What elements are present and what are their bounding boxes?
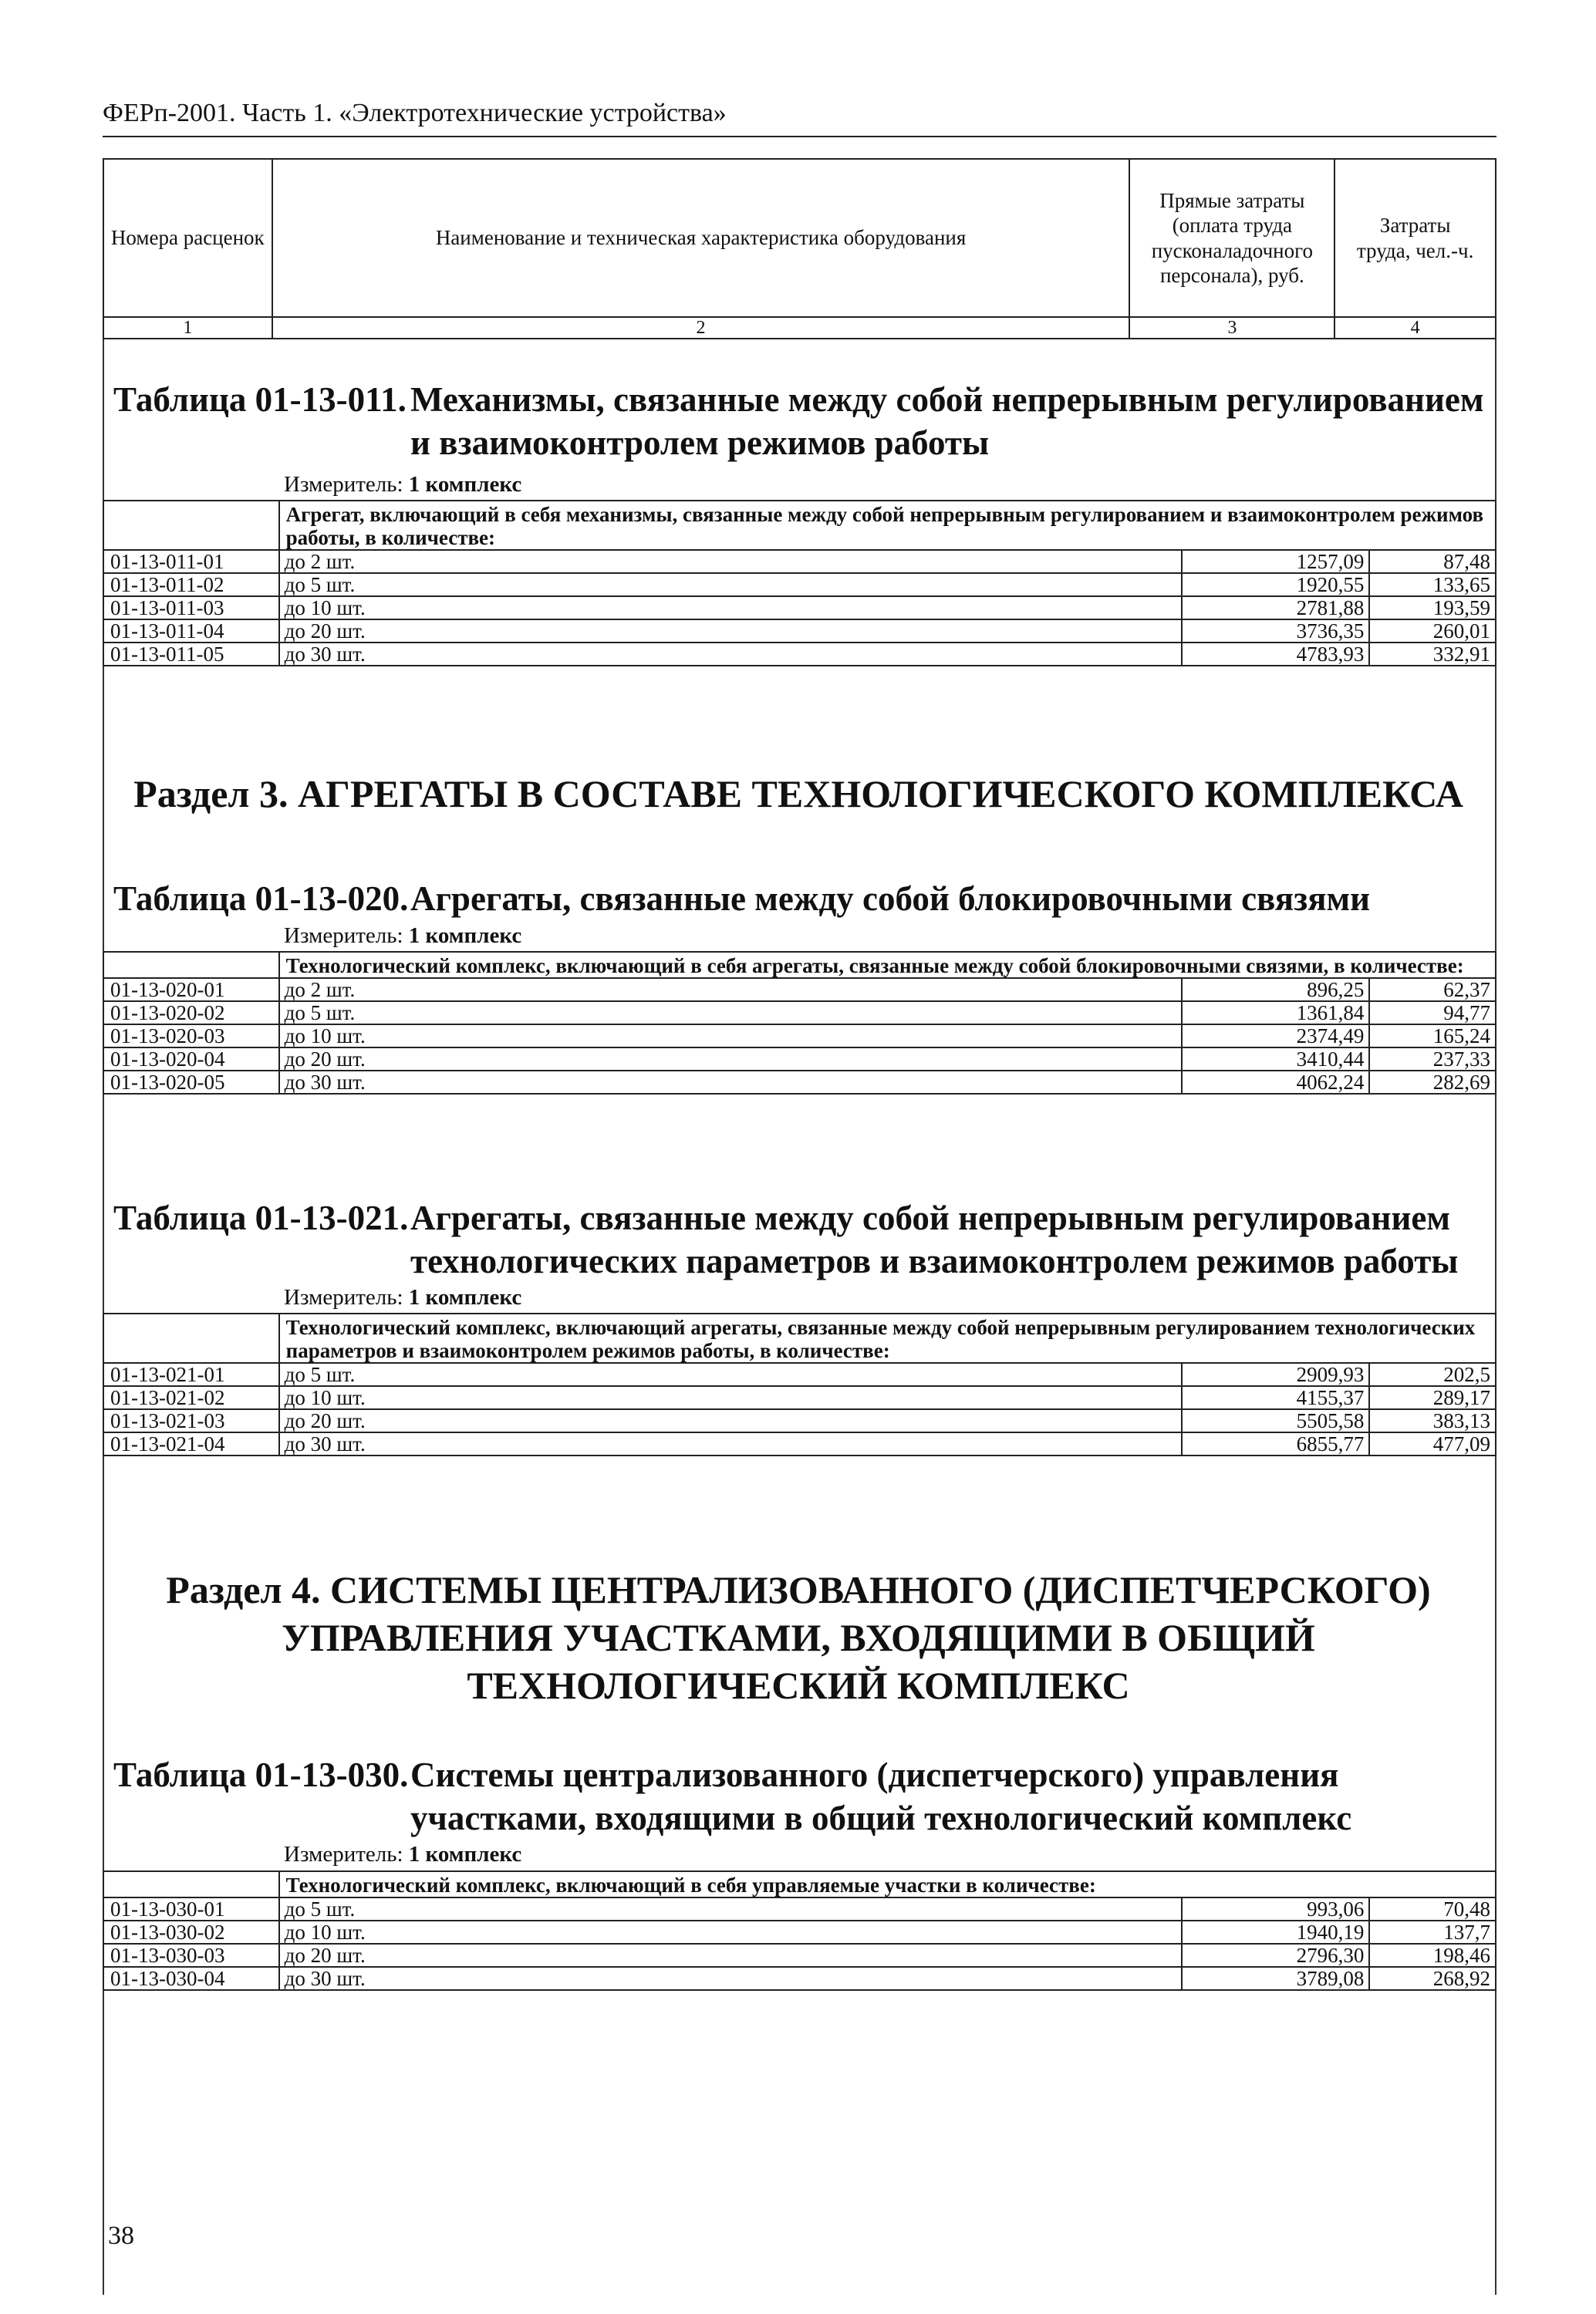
row-name: до 20 шт. [279,1047,1182,1071]
measure-value: 1 комплекс [408,923,522,948]
section-4-title: Раздел 4. СИСТЕМЫ ЦЕНТРАЛИЗОВАННОГО (ДИСПЕТЧЕРСКОГО) УПРАВЛЕНИЯ УЧАСТКАМИ, ВХОДЯЩИМИ В ОБЩИЙ ТЕХНОЛОГИЧЕСКИЙ КОМПЛЕКС [166,1568,1431,1707]
row-code: 01-13-021-02 [103,1386,279,1409]
row-labor: 87,48 [1369,550,1496,573]
row-cost: 4062,24 [1182,1071,1369,1094]
row-code: 01-13-011-05 [103,643,279,666]
table-row [103,1363,1496,1386]
row-labor: 332,91 [1369,643,1496,666]
row-name: до 2 шт. [279,978,1182,1001]
row-code: 01-13-020-05 [103,1071,279,1094]
row-cost: 3789,08 [1182,1967,1369,1990]
table-030-caption: Системы централизованного (диспетчерского) управления участками, входящими в общий технологический комплекс [410,1756,1352,1837]
table-030-group: Технологический комплекс, включающий в себя управляемые участки в количестве: [279,1871,1496,1897]
table-row [103,596,1496,619]
table-021-number: Таблица 01-13-021. [113,1199,409,1237]
row-labor: 289,17 [1369,1386,1496,1409]
row-cost: 1361,84 [1182,1001,1369,1024]
group-code-cell [103,1871,279,1897]
group-code-cell [103,501,279,550]
row-code: 01-13-030-01 [103,1897,279,1921]
table-row [103,1001,1496,1024]
row-name: до 5 шт. [279,1001,1182,1024]
row-labor: 133,65 [1369,573,1496,596]
table-030 [103,1870,1496,1991]
row-code: 01-13-030-04 [103,1967,279,1990]
header-col-name: Наименование и техническая характеристика оборудования [272,159,1130,317]
row-labor: 383,13 [1369,1409,1496,1432]
table-011-title [113,378,1494,471]
row-code: 01-13-020-04 [103,1047,279,1071]
row-code: 01-13-030-03 [103,1944,279,1967]
row-code: 01-13-020-02 [103,1001,279,1024]
row-cost: 6855,77 [1182,1432,1369,1456]
measure-label: Измеритель: [284,472,403,497]
row-name: до 20 шт. [279,1409,1182,1432]
row-name: до 30 шт. [279,643,1182,666]
table-020-number: Таблица 01-13-020. [113,879,409,918]
row-name: до 10 шт. [279,1921,1182,1944]
row-labor: 165,24 [1369,1024,1496,1047]
row-labor: 193,59 [1369,596,1496,619]
row-code: 01-13-020-03 [103,1024,279,1047]
row-code: 01-13-011-03 [103,596,279,619]
table-021-group: Технологический комплекс, включающий агрегаты, связанные между собой непрерывным регулированием технологических параметров и взаимоконтролем режимов работы, в количестве: [279,1314,1496,1363]
header-rule [103,136,1496,137]
row-cost: 896,25 [1182,978,1369,1001]
row-cost: 5505,58 [1182,1409,1369,1432]
table-020 [103,951,1496,1095]
row-cost: 4783,93 [1182,643,1369,666]
row-cost: 2796,30 [1182,1944,1369,1967]
table-row [103,573,1496,596]
header-num-2: 2 [272,317,1130,339]
table-row [103,978,1496,1001]
table-021-title [113,1196,1494,1289]
table-row [103,1921,1496,1944]
table-011-caption: Механизмы, связанные между собой непрерывным регулированием и взаимоконтролем режимов работы [410,380,1484,462]
measure-value: 1 комплекс [408,472,522,497]
row-name: до 20 шт. [279,1944,1182,1967]
running-head: ФЕРп-2001. Часть 1. «Электротехнические устройства» [103,99,727,127]
row-name: до 30 шт. [279,1071,1182,1094]
table-row [103,1897,1496,1921]
table-020-measure [284,923,521,949]
row-cost: 2781,88 [1182,596,1369,619]
measure-value: 1 комплекс [408,1842,522,1867]
row-cost: 1257,09 [1182,550,1369,573]
measure-label: Измеритель: [284,1285,403,1310]
table-row [103,619,1496,643]
row-name: до 5 шт. [279,1363,1182,1386]
row-labor: 237,33 [1369,1047,1496,1071]
page-number: 38 [108,2221,134,2250]
table-011-group: Агрегат, включающий в себя механизмы, связанные между собой непрерывным регулированием и взаимоконтролем режимов работы, в количестве: [279,501,1496,550]
row-code: 01-13-030-02 [103,1921,279,1944]
row-cost: 3736,35 [1182,619,1369,643]
row-code: 01-13-021-03 [103,1409,279,1432]
table-021 [103,1313,1496,1456]
row-cost: 2909,93 [1182,1363,1369,1386]
table-030-measure [284,1842,521,1867]
row-labor: 260,01 [1369,619,1496,643]
row-labor: 282,69 [1369,1071,1496,1094]
row-name: до 10 шт. [279,1024,1182,1047]
table-011-number: Таблица 01-13-011. [113,380,407,419]
table-row [103,1409,1496,1432]
row-code: 01-13-011-04 [103,619,279,643]
row-cost: 3410,44 [1182,1047,1369,1071]
measure-label: Измеритель: [284,923,403,948]
row-labor: 268,92 [1369,1967,1496,1990]
table-011 [103,500,1496,666]
table-020-group: Технологический комплекс, включающий в себя агрегаты, связанные между собой блокировочными связями, в количестве: [279,952,1496,978]
table-row [103,1386,1496,1409]
row-labor: 137,7 [1369,1921,1496,1944]
row-name: до 20 шт. [279,619,1182,643]
section-3-title: Раздел 3. АГРЕГАТЫ В СОСТАВЕ ТЕХНОЛОГИЧЕСКОГО КОМПЛЕКСА [133,772,1463,815]
row-name: до 10 шт. [279,1386,1182,1409]
row-code: 01-13-021-04 [103,1432,279,1456]
header-num-3: 3 [1129,317,1334,339]
header-num-4: 4 [1334,317,1496,339]
row-code: 01-13-011-01 [103,550,279,573]
table-021-caption: Агрегаты, связанные между собой непрерывным регулированием технологических параметров и взаимоконтролем режимов работы [410,1199,1459,1280]
table-021-measure [284,1285,521,1310]
row-name: до 5 шт. [279,1897,1182,1921]
group-code-cell [103,1314,279,1363]
row-cost: 2374,49 [1182,1024,1369,1047]
row-labor: 198,46 [1369,1944,1496,1967]
row-cost: 993,06 [1182,1897,1369,1921]
group-code-cell [103,952,279,978]
row-name: до 10 шт. [279,596,1182,619]
row-labor: 94,77 [1369,1001,1496,1024]
table-030-number: Таблица 01-13-030. [113,1756,409,1794]
row-name: до 5 шт. [279,573,1182,596]
row-name: до 2 шт. [279,550,1182,573]
row-cost: 4155,37 [1182,1386,1369,1409]
table-020-title [113,877,1494,923]
table-row [103,1071,1496,1094]
header-num-1: 1 [103,317,272,339]
header-col-codes: Номера расценок [103,159,272,317]
table-020-caption: Агрегаты, связанные между собой блокировочными связями [410,879,1371,918]
row-cost: 1940,19 [1182,1921,1369,1944]
row-code: 01-13-011-02 [103,573,279,596]
measure-label: Измеритель: [284,1842,403,1867]
row-labor: 70,48 [1369,1897,1496,1921]
column-header-table [103,158,1496,339]
row-cost: 1920,55 [1182,573,1369,596]
table-row [103,643,1496,666]
row-labor: 202,5 [1369,1363,1496,1386]
header-col-labor: Затраты труда, чел.-ч. [1334,159,1496,317]
measure-value: 1 комплекс [408,1285,522,1310]
row-code: 01-13-021-01 [103,1363,279,1386]
row-name: до 30 шт. [279,1432,1182,1456]
table-row [103,1967,1496,1990]
table-030-title [113,1753,1494,1846]
table-row [103,550,1496,573]
table-row [103,1944,1496,1967]
header-col-cost: Прямые затраты (оплата труда пусконаладочного персонала), руб. [1129,159,1334,317]
row-name: до 30 шт. [279,1967,1182,1990]
row-labor: 62,37 [1369,978,1496,1001]
row-code: 01-13-020-01 [103,978,279,1001]
table-011-measure [284,472,521,498]
table-row [103,1432,1496,1456]
row-labor: 477,09 [1369,1432,1496,1456]
table-row [103,1047,1496,1071]
table-row [103,1024,1496,1047]
